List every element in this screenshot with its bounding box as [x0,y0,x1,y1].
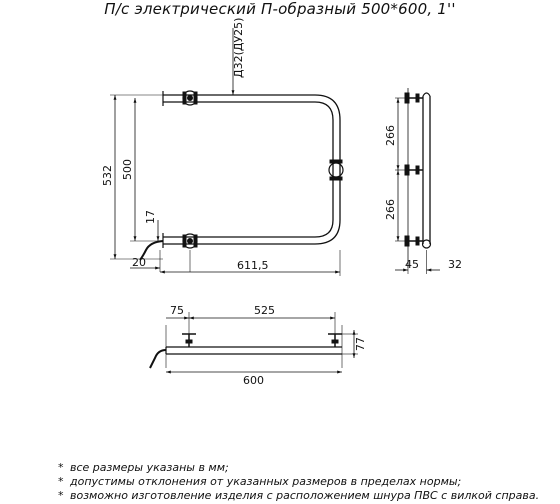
note-bullet: * [58,489,64,502]
axis-height-label: 500 [121,159,134,180]
note-item [58,489,558,503]
top-mount-flange [183,91,197,105]
bottom-mount-flange [183,234,197,248]
side-top-mount [405,93,423,103]
note-bullet: * [58,461,64,474]
note-text: возможно изготовление изделия с расположением шнура ПВС с вилкой справа. [70,489,540,502]
top-left-offset-label: 75 [170,304,184,317]
side-middle-mount [405,165,423,175]
top-view-power-cord [150,350,166,368]
note-item [58,461,558,475]
note-bullet: * [58,475,64,488]
side-lower-spacing-label: 266 [384,199,397,220]
left-offset-label: 20 [132,256,146,269]
pipe-diameter-label: Д32(ДУ25) [232,17,245,78]
note-item [58,475,558,489]
side-bottom-mount [405,236,423,246]
top-mount-spacing-label: 525 [254,304,275,317]
side-view [395,88,440,274]
overall-width-label: 611,5 [237,259,269,272]
overall-height-label: 532 [101,165,114,186]
notes-list [58,461,558,503]
side-depth-b-label: 32 [448,258,462,271]
side-mount-flange [329,160,343,180]
drawing-title: П/с электрический П-образный 500*600, 1'' [104,0,456,18]
top-depth-label: 77 [354,337,367,351]
note-text: допустимы отклонения от указанных размеров в пределах нормы; [70,475,462,488]
note-text: все размеры указаны в мм; [70,461,229,474]
top-length-label: 600 [243,374,264,387]
towel-rail-pipe [163,95,340,244]
side-upper-spacing-label: 266 [384,125,397,146]
top-view-right-mount [328,334,342,347]
top-view [150,312,358,372]
top-view-left-mount [182,334,196,347]
bottom-offset-label: 17 [144,210,157,224]
front-view [110,28,343,276]
side-depth-a-label: 45 [405,258,419,271]
